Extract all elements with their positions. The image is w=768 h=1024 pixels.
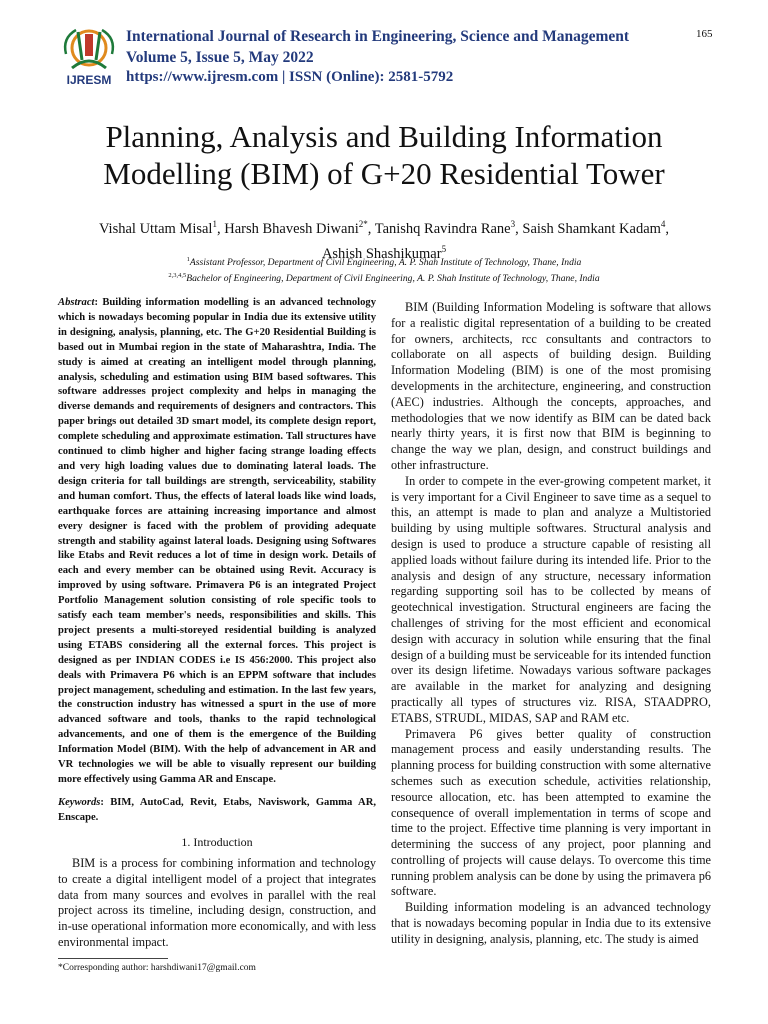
abstract-label: Abstract [58,297,95,308]
affiliations [0,254,768,285]
abstract-text: : Building information modelling is an advanced technology which is nowadays becoming popular in India due its extensive utility in designing, analysis, planning, etc. The G+20 Residential Building is based out in Mumbai region in the state of Maharashtra, India. The study is aimed at creating an intelligent model through planning, analysis, scheduling and estimation using BIM based softwares. This software addresses project complexity and helps in managing the diverse demands and requirements of designers and contractors. This paper brings out detailed 3D smart model, its complete design report, complete scheduling and approximate estimation. Tall structures have continued to climb higher and higher facing strange loading effects and very high loading values due to dominating lateral loads. The design criteria for tall buildings are strength, serviceability, stability and human comfort. Thus, the effects of lateral loads like wind loads, earthquake forces are attaining increasing importance and almost every designer is faced with the problem of providing adequate strength and stability against lateral loads. Designing using Softwares like Etabs and Revit reduces a lot of time in design work. Details of each and every member can be obtained using Revit. Accuracy is improved by using software. Primavera P6 is an integrated Project Portfolio Management solution consisting of role specific tools to satisfy each team member's needs, responsibilities and skills. This project presents a multi-storeyed residential building is analyzed using ETABS considering all the external forces. This project is designed as per INDIAN CODES i.e IS 456:2000. This project also deals with Primavera P6 which is an EPPM software that includes project management, scheduling and estimation. In the last few years, the construction industry has witnessed a spurt in the use of more advanced software and tools, thanks to the rapid technological advancements, and one of them is the emergence of the Building Information Model (BIM). With the help of advancement in AR and VR technologies we will be able to visually represent our building more effectively using Gamma AR and Enscape. [58,297,376,785]
author-sup: 5 [441,243,447,254]
paper-title [0,118,768,192]
keywords-label: Keywords [58,797,101,808]
right-column [391,300,711,948]
author-sup: 3 [510,219,516,229]
author-sup: 4 [660,219,666,229]
author-name: , Tanishq Ravindra Rane [367,220,511,237]
body-paragraph: Primavera P6 gives better quality of construction management process and easily understanding results. The planning process for building construction with some alternative schemes such as execution schedule, activities relationship, resource allocation, etc. has been attempted to examine the consequence of overall implementation in terms of scope and time to the project. Effective time planning is very important in determining the success of any project, poor planning and controlling of projects will cause delays. To overcome this time running problem analysis can be done by using the primavera p6 software. [391,726,711,899]
journal-header [58,24,718,88]
keywords-text: : BIM, AutoCad, Revit, Etabs, Naviswork, Gamma AR, Enscape. [58,797,376,823]
ijresm-logo [58,24,120,88]
title-line-2: Modelling (BIM) of G+20 Residential Tower [103,156,665,191]
journal-url-issn[interactable]: https://www.ijresm.com | ISSN (Online): 2581-5792 [126,69,454,85]
author-name: , Saish Shamkant Kadam [515,220,661,237]
affiliation-1 [0,254,768,270]
author-sup: 2* [358,219,368,229]
author-name: Vishal Uttam Misal [98,220,213,237]
corresponding-author-footnote: *Corresponding author: harshdiwani17@gmail.com [58,963,256,973]
affiliation-2 [0,270,768,286]
affiliation-text: Bachelor of Engineering, Department of Civil Engineering, A. P. Shah Institute of Technology, Thane, India [186,272,600,284]
page-number: 165 [696,28,713,40]
author-separator: , [665,220,670,237]
authors-line-1 [0,214,768,239]
footnote-divider [58,958,168,959]
journal-name: International Journal of Research in Engineering, Science and Management [126,28,630,45]
keywords [58,796,376,826]
abstract [58,296,376,788]
journal-volume: Volume 5, Issue 5, May 2022 [126,49,314,66]
body-paragraph: Building information modeling is an advanced technology that is nowadays becoming popular in India due to its extensive utility in designing, analysis, planning, etc. The study is aimed [391,900,711,946]
section-heading-introduction: 1. Introduction [181,835,253,849]
affiliation-text: Assistant Professor, Department of Civil Engineering, A. P. Shah Institute of Technology, Thane, India [189,257,582,269]
affiliation-sup: 2,3,4,5 [168,271,187,279]
author-name: , Harsh Bhavesh Diwani [216,220,359,237]
body-paragraph: BIM (Building Information Modeling is software that allows for a realistic digital representation of a building to be created for owners, architects, rcc consultants and contractors to collaborate on all aspects of building design. Building Information Modeling (BIM) is one of the most promising developments in the architecture, engineering, and construction (AEC) industries. Although the concepts, approaches, and methodologies that we now identify as BIM can be dated back nearly thirty years, it is first now that BIM is beginning to change the way we plan, design, and construct buildings and other infrastructure. [391,300,711,472]
intro-paragraph-1: BIM is a process for combining information and technology to create a digital intelligent model of a project that integrates data from many sources and evolves in parallel with the real project across its timeline, including design, construction, and in-use operational information more economically, and with less environmental impact. [58,856,376,949]
author-name: Ashish Shashikumar [321,245,442,262]
body-paragraph: In order to compete in the ever-growing competent market, it is very important for a Civil Engineer to save time as a sequel to this, an attempt is made to plan and analyze a Multistoried building by using multiple softwares. Structural analysis and design is used to produce a structure capable of resisting all applied loads without failure during its intended life. Prior to the analysis and design of any structure, necessary information regarding supporting soil has to be collected by means of geotechnical investigation. Structural engineers are facing the challenges of striving for the most efficient and economical design with accuracy in solution while ensuring that the final design of a building must be serviceable for its intended function over its design lifetime. Nowadays various software packages are available in the market for analyzing and designing practically all types of structures viz. RISA, STAADPRO, ETABS, STRUDL, MIDAS, SAP and RAM etc. [391,473,711,725]
affiliation-sup: 1 [186,256,190,263]
author-sup: 1 [212,219,217,229]
title-line-1: Planning, Analysis and Building Information [105,119,663,154]
logo-text: IJRESM [66,73,112,87]
